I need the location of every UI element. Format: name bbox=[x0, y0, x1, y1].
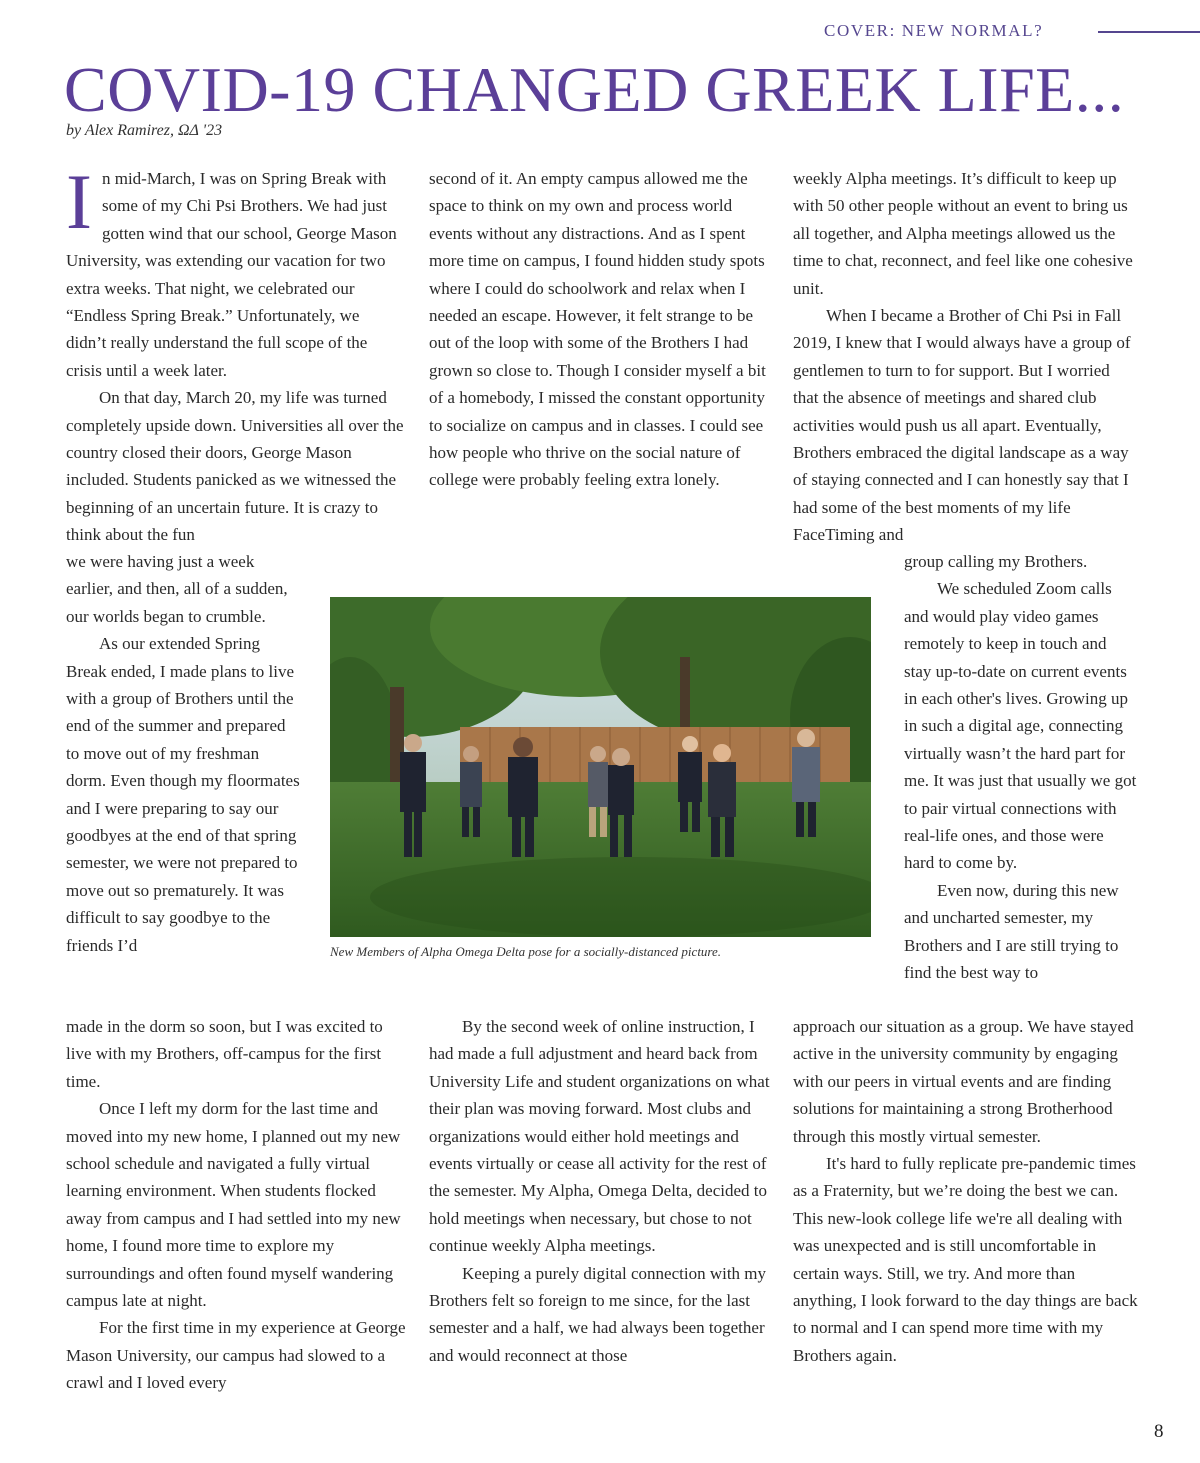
byline: by Alex Ramirez, ΩΔ '23 bbox=[66, 122, 223, 139]
paragraph: As our extended Spring Break ended, I made plans to live with a group of Brothers until the end of the summer and prepared to move out of my freshman dorm. Even though my floormates and I were preparing to say our goodbyes at the end of that spring semester, we were not prepared to move out so prematurely. It was difficult to say goodbye to the friends I’d bbox=[66, 634, 300, 955]
paragraph: When I became a Brother of Chi Psi in Fall 2019, I knew that I would always have a group of gentlemen to turn to for support. But I worried that the absence of meetings and shared club activities would push us all apart. Eventually, Brothers embraced the digital landscape as a way of staying connected and I can honestly say that I had some of the best moments of my life FaceTiming and bbox=[793, 306, 1131, 545]
column-1-bottom bbox=[66, 1013, 408, 1397]
paragraph: weekly Alpha meetings. It’s difficult to keep up with 50 other people without an event to bring us all together, and Alpha meetings allowed us the time to chat, reconnect, and feel like one cohesive unit. bbox=[793, 169, 1133, 298]
paragraph bbox=[66, 158, 404, 384]
paragraph-text: n mid-March, I was on Spring Break with some of my Chi Psi Brothers. We had just gotten wind that our school, George Mason University, was extending our vacation for two extra weeks. That night, we celebrated our “Endless Spring Break.” Unfortunately, we didn’t really understand the full scope of the crisis until a week later. bbox=[66, 169, 397, 380]
paragraph: Keeping a purely digital connection with my Brothers felt so foreign to me since, for the last semester and a half, we had always been together and would reconnect at those bbox=[429, 1263, 767, 1365]
paragraph: We scheduled Zoom calls and would play video games remotely to keep in touch and stay up-to-date on current events in each other's lives. Growing up in such a digital age, connecting virtually wasn’t the hard part for me. It was just that usually we got to pair virtual connections with real-life ones, and those were hard to come by. bbox=[904, 579, 1137, 873]
paragraph: we were having just a week earlier, and then, all of a sudden, our worlds began to crumble. bbox=[66, 552, 288, 626]
column-3-top bbox=[793, 165, 1135, 549]
section-divider-line bbox=[1098, 31, 1200, 33]
paragraph: made in the dorm so soon, but I was excited to live with my Brothers, off-campus for the first time. bbox=[66, 1017, 383, 1091]
article-headline: COVID-19 CHANGED GREEK LIFE... bbox=[64, 54, 1125, 125]
section-tag: COVER: NEW NORMAL? bbox=[824, 21, 1044, 40]
paragraph: By the second week of online instruction, I had made a full adjustment and heard back from University Life and student organizations on what their plan was moving forward. Most clubs and organizations would either hold meetings and events virtually or cease all activity for the rest of the semester. My Alpha, Omega Delta, decided to hold meetings when necessary, but chose to not continue weekly Alpha meetings. bbox=[429, 1017, 770, 1256]
paragraph: approach our situation as a group. We have stayed active in the university community by engaging with our peers in virtual events and are finding solutions for maintaining a strong Brotherhood through this mostly virtual semester. bbox=[793, 1017, 1134, 1146]
column-1-narrow bbox=[66, 548, 302, 959]
column-1-top bbox=[66, 158, 404, 549]
paragraph: Once I left my dorm for the last time and moved into my new home, I planned out my new school schedule and navigated a fully virtual learning environment. When students flocked away from campus and I had settled into my new home, I found more time to explore my surroundings and often found myself wandering campus late at night. bbox=[66, 1099, 401, 1311]
paragraph: For the first time in my experience at George Mason University, our campus had slowed to a crawl and I loved every bbox=[66, 1318, 406, 1393]
paragraph: group calling my Brothers. bbox=[904, 552, 1088, 571]
paragraph: On that day, March 20, my life was turned completely upside down. Universities all over the country closed their doors, George Mason included. Students panicked as we witnessed the beginning of an uncertain future. It is crazy to think about the fun bbox=[66, 388, 404, 545]
page-number: 8 bbox=[1154, 1421, 1164, 1442]
column-2-top bbox=[429, 165, 771, 494]
photo-caption: New Members of Alpha Omega Delta pose for a socially-distanced picture. bbox=[330, 944, 722, 959]
drop-cap: I bbox=[66, 158, 92, 245]
paragraph: Even now, during this new and uncharted semester, my Brothers and I are still trying to find the best way to bbox=[904, 880, 1119, 983]
column-3-narrow bbox=[904, 548, 1138, 987]
paragraph: second of it. An empty campus allowed me the space to think on my own and process world events without any distractions. And as I spent more time on campus, I found hidden study spots where I could do schoolwork and relax when I needed an escape. However, it felt strange to be out of the loop with some of the Brothers I had grown so close to. Though I consider myself a bit of a homebody, I missed the constant opportunity to socialize on campus and in classes. I could see how people who thrive on the social nature of college were probably feeling extra lonely. bbox=[429, 169, 766, 490]
paragraph: It's hard to fully replicate pre-pandemic times as a Fraternity, but we’re doing the best we can. This new-look college life we're all dealing with was unexpected and is still uncomfortable in certain ways. Still, we try. And more than anything, I look forward to the day things are back to normal and I can spend more time with my Brothers again. bbox=[793, 1154, 1138, 1365]
column-3-bottom bbox=[793, 1013, 1138, 1369]
column-2-bottom bbox=[429, 1013, 771, 1369]
group-photo bbox=[330, 597, 871, 937]
